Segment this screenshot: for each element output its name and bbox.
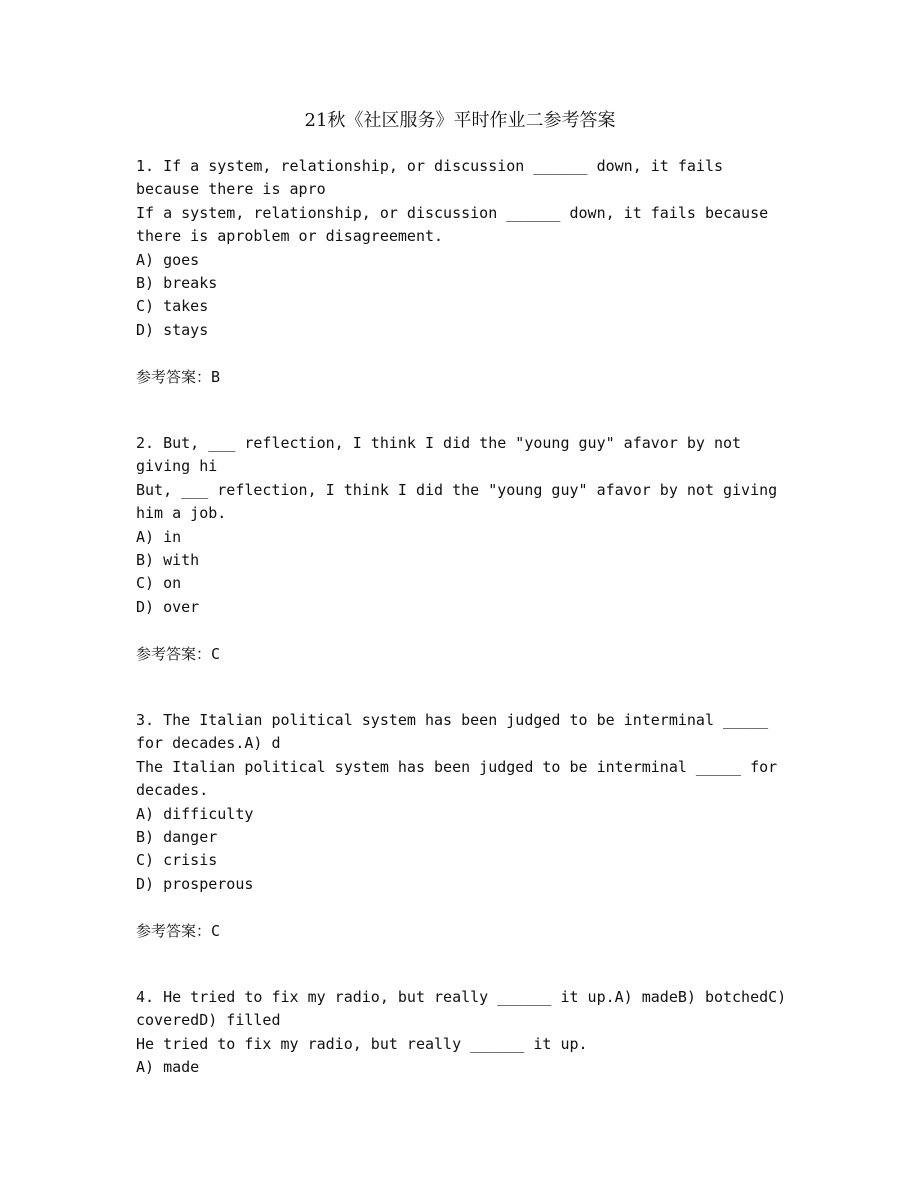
option-d: D) stays [136, 320, 209, 339]
answer-label: 参考答案： [136, 921, 212, 940]
question-full-line: The Italian political system has been judged to be interminal _____ for [136, 757, 778, 776]
answer-label: 参考答案： [136, 644, 212, 663]
answer-value: C [211, 644, 221, 663]
question-stem-line: for decades.A) d [136, 734, 281, 753]
document-title: 21秋《社区服务》平时作业二参考答案 [304, 110, 616, 131]
question-full-line: If a system, relationship, or discussion ______ down, it fails because [136, 203, 769, 222]
question-3 [136, 709, 796, 943]
answer-label: 参考答案： [136, 367, 212, 386]
question-1 [136, 155, 796, 389]
question-list [136, 155, 796, 1080]
option-b: B) breaks [136, 273, 218, 292]
question-2 [136, 432, 796, 666]
option-d: D) over [136, 597, 200, 616]
option-d: D) prosperous [136, 874, 254, 893]
option-a: A) goes [136, 250, 200, 269]
question-stem-line: because there is apro [136, 180, 326, 199]
option-b: B) danger [136, 827, 218, 846]
question-4 [136, 986, 796, 1080]
answer-value: C [211, 921, 221, 940]
question-full-line: him a job. [136, 504, 227, 523]
question-full-line: there is aproblem or disagreement. [136, 227, 444, 246]
question-stem-line: 1. If a system, relationship, or discussion ______ down, it fails [136, 157, 723, 175]
reference-answer [136, 366, 796, 389]
option-a: A) in [136, 527, 182, 546]
question-full-line: He tried to fix my radio, but really ______ it up. [136, 1034, 588, 1053]
question-stem-line: coveredD) filled [136, 1011, 281, 1030]
reference-answer [136, 643, 796, 666]
question-stem-line: 4. He tried to fix my radio, but really ______ it up.A) madeB) botchedC) [136, 988, 787, 1007]
option-c: C) crisis [136, 851, 218, 870]
reference-answer [136, 920, 796, 943]
option-a: A) difficulty [136, 804, 254, 823]
question-stem-line: 2. But, ___ reflection, I think I did the "young guy" afavor by not [136, 434, 742, 453]
answer-value: B [211, 367, 221, 386]
question-full-line: But, ___ reflection, I think I did the "young guy" afavor by not giving [136, 480, 778, 499]
question-full-line: decades. [136, 781, 209, 800]
option-a: A) made [136, 1058, 200, 1077]
option-c: C) takes [136, 297, 209, 316]
option-b: B) with [136, 550, 200, 569]
question-stem-line: giving hi [136, 457, 218, 476]
question-stem-line: 3. The Italian political system has been judged to be interminal _____ [136, 711, 769, 730]
option-c: C) on [136, 574, 182, 593]
